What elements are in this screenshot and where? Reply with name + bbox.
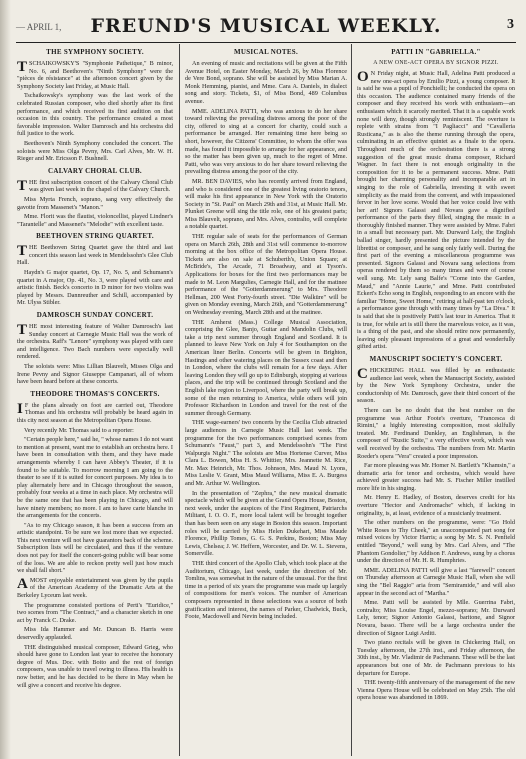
paragraph-text: Mr. Henry E. Hadley, of Boston, deserves credit for his overture "Hector and Andromache" which, if lacking in originality, is, at least, evidence of a musicianly treatment. [357, 494, 515, 517]
paragraph-text: Tschaikowsky's symphony was the last work of the celebrated Russian composer, who died shortly after its first performance, and which received its first audition on that occasion in this country. The performance created a most favorable impression. Walter Damrosch and his orchestra did full justice to the work. [17, 92, 173, 138]
drop-cap: T [17, 243, 28, 260]
paragraph-text: MOST enjoyable entertainment was given by the pupils of the American Academy of the Dramatic Arts at the Berkeley Lyceum last week. [17, 576, 173, 600]
column-2 [185, 44, 347, 756]
paragraph-text: Miss Myrta French, soprano, sang very effectively the gavotte from Massenet's "Manon." [17, 195, 173, 211]
paragraph-text: SCHAIKOWSKY'S "Symphonie Pathetique," B minor, No. 6, and Beethoven's "Ninth Symphony" were the "pièces de résistance" at the afternoon concert given by the Symphony Society last Friday, at Music Hall. [17, 60, 173, 90]
paragraph-text: THE third concert of the Apollo Club, which took place at the Auditorium, Chicago, last week, under the direction of Mr. Tomlins, was somewhat in the nature of the unusual. For the first time in a period of six years the programme was made up largely of compositions for men's voices. The number of American composers represented in these selections was a source of both gratification and interest, the names of Parker, Chadwick, Buck, Foote, Macdowell and Nevin being included. [185, 560, 347, 621]
paragraph-text: The soloists were: Miss Lillian Blauvelt, Misses Olga and Irene Pevny and Signor Giuseppe Campanari, all of whom have been heard before at these concerts. [17, 363, 173, 386]
drop-cap: T [17, 177, 28, 194]
paragraph [357, 679, 515, 702]
paragraph [17, 402, 173, 425]
masthead-title: FREUND'S MUSICAL WEEKLY. [90, 15, 442, 37]
paragraph [17, 644, 173, 690]
paragraph [17, 602, 173, 625]
paragraph-text: Far more pleasing was Mr. Homer N. Bartlett's "Khamsin," a dramatic aria for tenor and orchestra, which would have achieved greater success had Mr. S. Fischer Miller instilled more life in his singing. [357, 462, 515, 492]
article-heading: MANUSCRIPT SOCIETY'S CONCERT. [369, 354, 503, 363]
paragraph-text: MR. BEN DAVIES, who has recently arrived from England, and who is considered one of the greatest living oratorio tenors, will make his first appearance in New York with the Oratorio Society in "St. Paul" on March 29th and 31st, at Music Hall. Mr. Plunket Greene will sing the title role, one of his greatest parts; Miss Blauvelt, soprano, and Mrs. Alves, contralto, will complete a notable quartet. [185, 177, 347, 231]
article-subheading: A NEW ONE-ACT OPERA BY SIGNOR PIZZI. [373, 60, 499, 66]
paragraph [357, 599, 515, 637]
paragraph-text: N Friday night, at Music Hall, Adelina Patti produced a new one-act opera by Emilio Pizzi, a young composer. It is said he was a pupil of Ponchielli; he conducted the opera on this occasion. The audience contained many friends of the composer and they received his work with enthusiasm—an enthusiasm which it scarcely merited. That it is a capable work none will deny, though strongly reminiscent. The overture is replete with strains from "I Pagliacci" and "Cavalleria Rusticana," as is also the theme running through the opera, culminating in an effective quintet as a finale to the opera. Throughout much of the orchestration there is a strong suggestion of the great music drama composer, Richard Wagner. In fact there is not enough originality in the composition for it to be a permanent success. Mme. Patti brought her charming personality and incomparable art in singing to the role of Gabriella, investing it with sweet simplicity as the maid from the convent, and with impassioned fervor in her love scene. Would that her voice could live with her art! Signors Galassi and Novara gave a dignified performance of the parts they filled, singing the music in a thoroughly finished manner. They were assisted by Mme. Fabri in a small but necessary part. Mr. Durward Lely, the English ballad singer, hardly presented the picture intended by the librettist or composer, and he sang only fairly well. During the first part of the evening a miscellaneous programme was presented. Signors Galassi and Novara sang selections from operas rendered by them so many times and were of course well sung. Mr. Lely sang Balfe's "Come into the Garden, Maud," and "Annie Laurie," and Mme. Patti contributed Eckert's Echo song in English, responding to an encore with the familiar "Home, Sweet Home," retiring at half-past ten o'clock, a performance gone through with many times by "La Diva." It is said that she is positively Patti's last tour in America. That it is true, for while art is still there the marvelous voice, as it was, is a thing of the past, and she should retire now permanently, leaving only pleasant impressions of a great and wonderfully gifted artist. [357, 70, 515, 351]
paragraph-text: An evening of music and recitations will be given at the Fifth Avenue Hotel, on Easter Monday, March 26, by Miss Florence de Vere Bond, soprano. She will be assisted by Miss Marian A. Monk Hemming, pianist, and Mme. Cara A. Daniels, in dialect song and story. Tickets, $1, of Miss Bond, 489 Columbus avenue. [185, 60, 347, 105]
article-heading: THEODORE THOMAS'S CONCERTS. [30, 389, 160, 398]
paragraph [17, 179, 173, 194]
paragraph [17, 522, 173, 575]
paragraph-text: The other numbers on the programme, were: "Go Hold White Roses to Thy Cheek," an unaccompanied part song for mixed voices by Victor Harris; a song by Mr. S. N. Penfield entitled "Beyond," well sung by Mrs. Carl Alves, and "The Phantom Gondolier," by Addison F. Andrews, sung by a chorus under the direction of Mr. H. R. Humphries. [357, 519, 515, 565]
paragraph-text: THE twenty-fifth anniversary of the management of the new Vienna Opera House will be celebrated on May 25th. The old opera house was abandoned in 1869. [357, 679, 515, 702]
paragraph-text: Very recently Mr. Thomas said to a reporter: [24, 426, 134, 434]
paragraph-text: THE Amherst (Mass.) College Musical Association, comprising the Glee, Banjo, Guitar and Mandolin Clubs, will take a trip next summer through England and Scotland. It is planned to leave New York on July 4 for Southampton on the American liner Berlin. Concerts will be given in Brighton, Hastings and other watering places on the Sussex coast and then in London, where the clubs will remain for a few days. After leaving London they will go up to Edinburgh, stopping at various places, and the trip will be continued through Scotland and the English lake region to Liverpool, where the party will break up, some of the men returning to America, while others will join Professor Richardson in London and travel for the rest of the summer through Germany. [185, 318, 347, 417]
column-divider [351, 44, 352, 756]
paragraph [185, 233, 347, 317]
paragraph [17, 269, 173, 307]
masthead-rule [16, 42, 516, 43]
paragraph-text: Mme. Patti will be assisted by Mlle. Guerrina Fabri, contralto; Miss Louise Engel, mezzo-soprano; Mr. Durward Lely, tenor; Signor Antonio Galassi, baritone, and Signor Novara, basso. There will be a large orchestra under the direction of Signor Luigi Arditi. [357, 599, 515, 637]
paragraph [17, 363, 173, 386]
paragraph [185, 319, 347, 418]
paragraph-text: In the presentation of "Zephra," the new musical dramatic spectacle which will be given at the Grand Opera House, Boston, next week, under the auspices of the First Regiment, Patriarchs Militant, I. O. O. F., more local talent will be brought together than has been seen on any stage in Boston this season. Important roles will be carried by Miss Helen Dukehart, Miss Maude Florence, Phillip Tomes, G. G. S. Perkins, Boston; Miss May Lewis, Chelsea; J. W. Heffern, Worcester, and Dr. W. L. Stevens, Somerville. [185, 489, 347, 558]
paragraph-text: HICKERING HALL was filled by an enthusiastic audience last week, when the Manuscript Society, assisted by the New York Symphony Orchestra, under the conductorship of Mr. Damrosch, gave their third concert of the season. [357, 366, 515, 405]
scan-edge-shadow [0, 0, 11, 759]
paragraph [357, 70, 515, 351]
masthead-date: — APRIL 1, [16, 22, 62, 32]
paragraph-text: Mme. Florit was the flautist, violoncellist, played Lindner's "Tarantelle" and Massenet's "Melodie" with excellent taste. [17, 213, 173, 228]
paragraph [17, 140, 173, 163]
paragraph-text: Haydn's G major quartet, Op. 17, No. 5, and Schumann's quartet in A major, Op. 41, No. 3, were played with care and artistic finish. Beck's concerto in D minor for two violins was played by Messrs. Dannreuther and Schill, accompanied by Mr. Ulyss Stibler. [17, 269, 173, 307]
article-heading: THE SYMPHONY SOCIETY. [46, 48, 144, 56]
paragraph [357, 494, 515, 517]
paragraph-text: F the plans already on foot are carried out, Theodore Thomas and his orchestra will probably be heard again in this city next season at the Metropolitan Opera House. [17, 401, 173, 424]
page-number: 3 [507, 17, 514, 32]
paragraph [17, 92, 173, 138]
paragraph-text: HE most interesting feature of Walter Damrosch's last Sunday concert at Carnegie Music Hall was the work of the orchestra. Raff's "Lenore" symphony was played with care and intelligence. Two Bach numbers were especially well rendered. [17, 323, 173, 361]
paragraph [17, 244, 173, 267]
article-heading: PATTI IN "GABRIELLA." [391, 48, 481, 56]
paragraph [185, 108, 347, 176]
paragraph [357, 639, 515, 677]
paragraph [17, 196, 173, 211]
paragraph-text: THE regular sale of seats for the performances of German opera on March 26th, 28th and 31st will commence to-morrow morning at the box office of the Metropolitan Opera House. Tickets are also on sale at Schuberth's, Union Square; at McBride's, The Arcade, 71 Broadway, and at Tyson's. Applications for boxes for the first two performances may be made to M. Leon Margulies, Carnegie Hall, and for the matinee performance of the "Gotterdammerung" to Mrs. Theodore Hellman, 200 West Forty-fourth street. "Die Walküre" will be given on Monday evening, March 26th, and "Gotterdammerung" on Wednesday evening, March 28th and at the matinee. [185, 233, 347, 316]
paragraph-text: Beethoven's Ninth Symphony concluded the concert. The soloists were Miss Olga Pevny, Mrs. Carl Alves, Mr. W. H. Rieger and Mr. Ericsson F. Bushnell. [17, 139, 173, 163]
drop-cap: O [357, 69, 369, 85]
paragraph-text: THE distinguished musical composer, Edward Grieg, who should have gone to London last year to receive the honorary degree of Mus. Doc. with Boito and the rest of foreign composers, was unable to travel owing to illness. His health is now better, and he has decided to be there in May when he will give a concert and receive his degree. [17, 643, 173, 689]
paragraph-text: Two piano recitals will be given in Chickering Hall, on Tuesday afternoon, the 27th inst., and Friday afternoon, the 30th inst., by Mr. Vladimir de Pachmann. These will be the last appearances but one of Mr. de Pachmann previous to his departure for Europe. [357, 639, 515, 677]
paragraph-text: Miss Ida Hammer and Mr. Duncan B. Harris were deservedly applauded. [17, 626, 173, 641]
drop-cap: A [17, 575, 28, 592]
paragraph-text: "As to my Chicago season, it has been a success from an artistic standpoint. To be sure we lost more than we expected. This next venture will not have guarantors back of the scheme. Subscription lists will be circulated, and thus if the venture does not pay for itself the concert-going public will bear some of the loss. We are able to reckon pretty well just how much we shall fall short." [17, 521, 173, 575]
paragraph-text: THE wage-earners' two concerts by the Cecilia Club attracted large audiences in Carnegie Music Hall last week. The programme for the two performances comprised scenes from Schumann's "Faust," part 3, and Mendelssohn's "The First Walpurgis Night." The soloists are Miss Hortense Curver, Miss Clara L. Bowen, Miss H. S. Whittier, Mrs. Jeannette M. Rice, Mr. Max Heinrich, Mr. Thos. Johnson, Mrs. Maud N. Lyons, Miss Leslie V. Grant, Miss Maud Williams, Miss E. A. Burgess and Mr. Arthur W. Wellington. [185, 419, 347, 488]
paragraph-text: HE Beethoven String Quartet gave the third and last concert this season last week in Mendelssohn's Glee Club Hall. [17, 244, 173, 267]
drop-cap: T [17, 322, 28, 339]
column-1 [17, 44, 173, 756]
paragraph-text: There can be no doubt that the best number on the programme was Arthur Foote's overture, "Francesca di Rimini," a highly interesting composition, most skilfully treated. Mr. Ferdinand Dunkley, an Englishman, is the composer of "Rustic Suite," a very effective work, which was well received by the orchestra. The numbers from Mr. Martin Roeder's opera "Vera" created a poor impression. [357, 406, 515, 460]
paragraph-text: "Certain people here," said he, " whose names I do not want to mention at present, want me to establish an orchestra here. I have been in consultation with them, and they have made arrangements whereby I can have Abbey's Theater, if it is found to be suitable. To morrow morning I am going to the theater to see if it is suited for concert purposes. My idea is to play alternately here and in Chicago throughout the season, probably four weeks at a time in each place. My orchestra will be the same one that has been playing in Chicago, and will have ninety members; no more. I am to have carte blanche in the arrangements for the concerts. [17, 436, 173, 520]
paragraph [185, 560, 347, 621]
article-heading: DAMROSCH SUNDAY CONCERT. [36, 311, 154, 320]
paragraph [357, 519, 515, 565]
paragraph [357, 462, 515, 492]
masthead [16, 8, 516, 44]
paragraph [357, 407, 515, 460]
paragraph [185, 490, 347, 558]
paragraph [17, 213, 173, 228]
paragraph [17, 427, 173, 435]
article-heading: MUSICAL NOTES. [233, 48, 299, 56]
drop-cap: T [17, 59, 28, 75]
drop-cap: C [357, 365, 368, 382]
paragraph [357, 367, 515, 405]
paragraph [17, 60, 173, 90]
paragraph [185, 178, 347, 231]
drop-cap: I [17, 400, 23, 417]
paragraph-text: MME. ADELINA PATTI, who was anxious to do her share toward relieving the prevailing distress among the poor of the city, offered to sing at a concert for charity, could such a performance be arranged. Her remaining time here being so short, however, the Citizens' Committee, to whom the offer was made, has found it impossible to arrange for her appearance, and so the matter has been given up, much to the regret of Mme. Patti, who was very anxious to do her share toward relieving the prevailing distress among the poor of the city. [185, 107, 347, 176]
column-3 [357, 44, 515, 756]
paragraph [185, 60, 347, 106]
paragraph [185, 419, 347, 487]
paragraph [17, 626, 173, 641]
paragraph [17, 323, 173, 361]
paragraph-text: MME. ADELINA PATTI will give a last "farewell" concert on Thursday afternoon at Carnegie Music Hall, when she will sing the "Bel Raggio" aria from "Semiramide," and will also appear in the second act of "Martha." [357, 566, 515, 597]
article-heading: BEETHOVEN STRING QUARTET. [36, 232, 154, 241]
paragraph [17, 577, 173, 600]
paragraph [357, 567, 515, 597]
paragraph [17, 436, 173, 520]
paragraph-text: The programme consisted portions of Perti's "Euridice," two scenes from "The Contract," and a character sketch in one act by Franck C. Drake. [17, 601, 173, 624]
paragraph-text: HE first subscription concert of the Calvary Choral Club was given last week in the chapel of the Calvary Church. [29, 178, 173, 194]
column-divider [179, 44, 180, 756]
article-heading: CALVARY CHORAL CLUB. [48, 166, 142, 175]
